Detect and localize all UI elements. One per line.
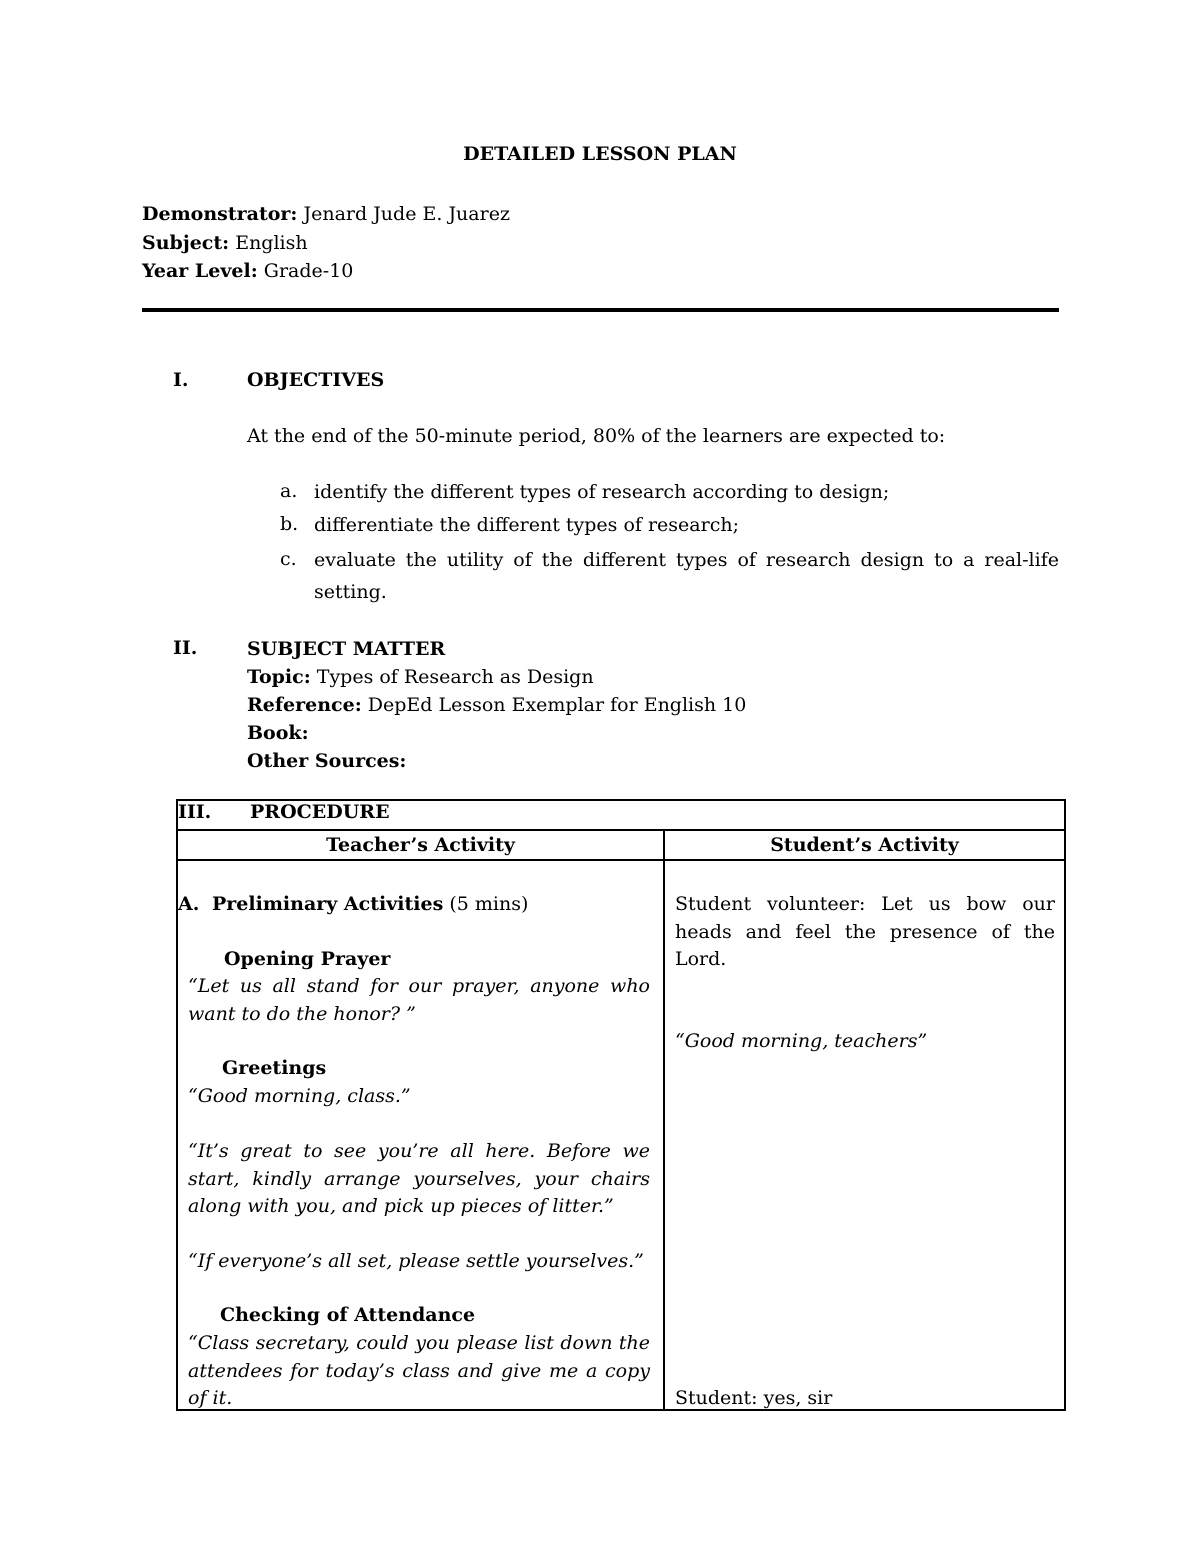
arrange-text: “It’s great to see you’re all here. Before we start, kindly arrange yourselves, your chairs along with you, and pick up pieces of litter.” xyxy=(188,1140,650,1217)
settle-text: “If everyone’s all set, please settle yourselves.” xyxy=(188,1250,644,1272)
reference-line xyxy=(247,691,746,719)
opening-prayer-text: “Let us all stand for our prayer, anyone who want to do the honor? ” xyxy=(188,975,650,1025)
demonstrator-value: Jenard Jude E. Juarez xyxy=(303,203,510,225)
opening-prayer-heading: Opening Prayer xyxy=(224,948,391,970)
objective-item-c: evaluate the utility of the different types of research design to a real-life setting. xyxy=(314,549,1059,603)
greetings-text: “Good morning, class.” xyxy=(188,1085,411,1107)
objectives-heading: OBJECTIVES xyxy=(247,369,385,391)
other-sources-label: Other Sources: xyxy=(247,750,407,772)
greetings-heading: Greetings xyxy=(222,1057,327,1079)
demonstrator-label: Demonstrator: xyxy=(142,203,298,225)
procedure-heading: PROCEDURE xyxy=(250,801,390,823)
objectives-intro: At the end of the 50-minute period, 80% of the learners are expected to: xyxy=(247,425,946,447)
teacher-activity-header: Teacher’s Activity xyxy=(177,830,664,860)
topic-line xyxy=(247,663,746,691)
preliminary-activities xyxy=(178,891,650,919)
objective-item-a: identify the different types of research according to design; xyxy=(314,481,890,503)
topic-label: Topic: xyxy=(247,666,311,688)
student-activity-cell xyxy=(664,860,1065,1410)
student-greeting: “Good morning, teachers” xyxy=(675,1030,928,1052)
year-value: Grade-10 xyxy=(263,260,354,282)
preliminary-duration: (5 mins) xyxy=(449,893,529,915)
book-label: Book: xyxy=(247,722,309,744)
header-info xyxy=(142,200,510,286)
subject-matter-number: II. xyxy=(173,637,198,659)
reference-label: Reference: xyxy=(247,694,362,716)
subject-line xyxy=(142,229,510,258)
objective-letter-b: b. xyxy=(280,513,299,535)
subject-label: Subject: xyxy=(142,231,230,254)
objectives-number: I. xyxy=(173,369,189,391)
subject-matter xyxy=(247,635,746,775)
objective-letter-a: a. xyxy=(280,480,298,502)
student-activity-header: Student’s Activity xyxy=(664,830,1065,860)
subject-matter-heading: SUBJECT MATTER xyxy=(247,638,446,660)
attendance-heading: Checking of Attendance xyxy=(220,1304,476,1326)
subject-value: English xyxy=(235,231,308,254)
student-prayer: Student volunteer: Let us bow our heads and feel the presence of the Lord. xyxy=(675,893,1055,970)
topic-value: Types of Research as Design xyxy=(316,666,594,688)
preliminary-letter: A. xyxy=(178,893,200,915)
year-label: Year Level: xyxy=(142,260,258,282)
page-title: DETAILED LESSON PLAN xyxy=(463,143,737,165)
student-attendance: Student: yes, sir xyxy=(675,1387,833,1409)
teacher-activity-cell xyxy=(177,860,664,1410)
demonstrator-line xyxy=(142,200,510,229)
objective-letter-c: c. xyxy=(280,548,297,570)
preliminary-heading: Preliminary Activities xyxy=(212,893,444,915)
header-divider xyxy=(142,308,1059,312)
year-line xyxy=(142,257,510,286)
attendance-text: “Class secretary, could you please list down the attendees for today’s class and give me a copy of it. xyxy=(188,1332,650,1409)
reference-value: DepEd Lesson Exemplar for English 10 xyxy=(367,694,747,716)
procedure-table xyxy=(176,799,1066,1411)
procedure-title-row xyxy=(177,800,1065,830)
procedure-number: III. xyxy=(178,801,212,823)
objective-item-b: differentiate the different types of research; xyxy=(314,514,739,536)
